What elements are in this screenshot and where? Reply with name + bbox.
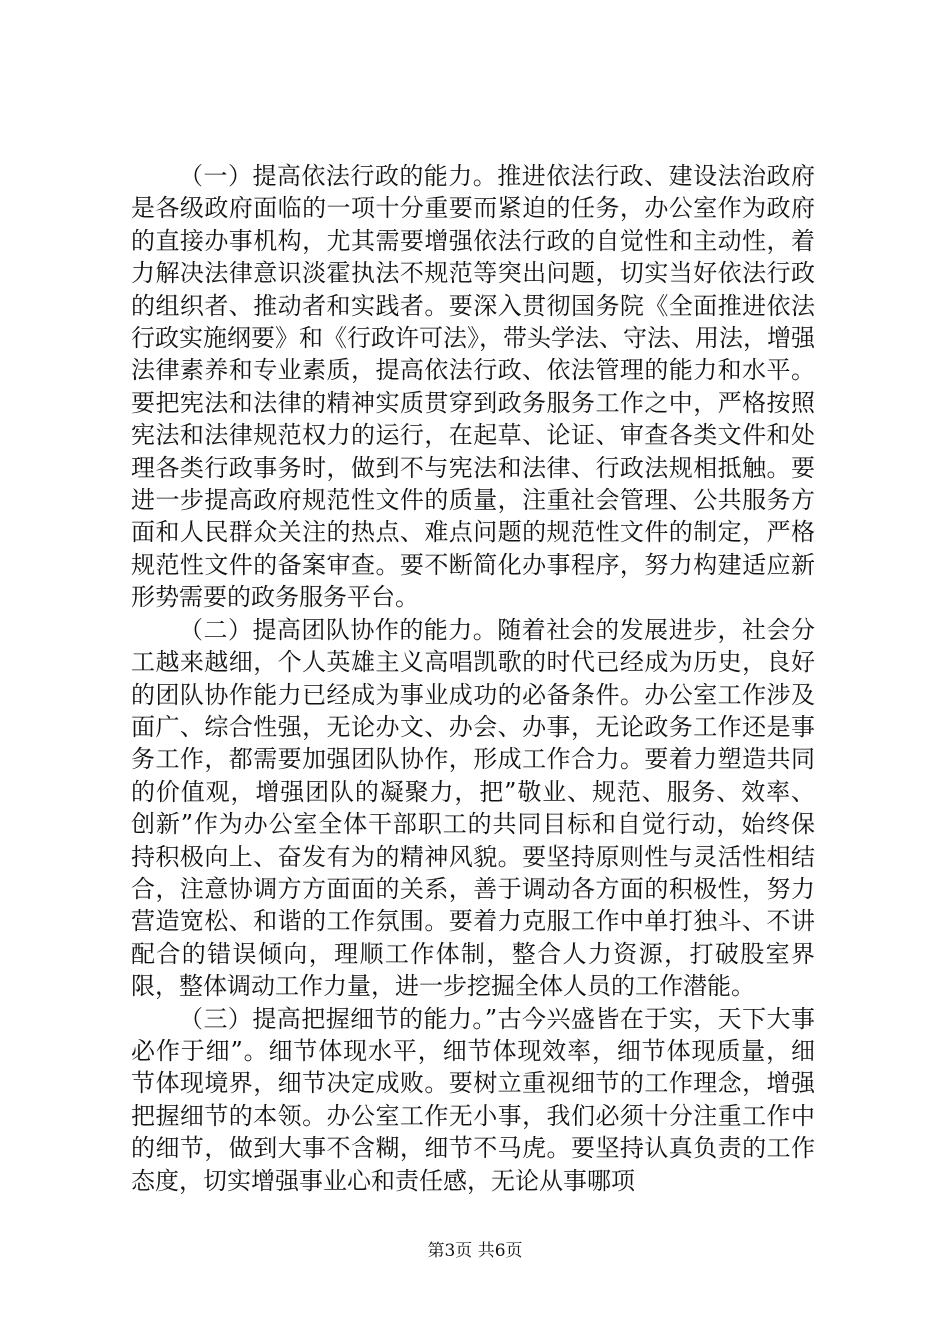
paragraph-team-collaboration: （二）提高团队协作的能力。随着社会的发展进步，社会分工越来越细，个人英雄主义高唱凯歌的时代已经成为历史，良好的团队协作能力已经成为事业成功的必备条件。办公室工作涉及面广、综合性强，无论办文、办会、办事，无论政务工作还是事务工作，都需要加强团队协作，形成工作合力。要着力塑造共同的价值观，增强团队的凝聚力，把”敬业、规范、服务、效率、创新”作为办公室全体干部职工的共同目标和自觉行动，始终保持积极向上、奋发有为的精神风貌。要坚持原则性与灵活性相结合，注意协调方方面面的关系，善于调动各方面的积极性，努力营造宽松、和谐的工作氛围。要着力克服工作中单打独斗、不讲配合的错误倾向，理顺工作体制，整合人力资源，打破股室界限，整体调动工作力量，进一步挖掘全体人员的工作潜能。 xyxy=(131,615,815,1001)
paragraph-attention-to-detail: （三）提高把握细节的能力。”古今兴盛皆在于实，天下大事必作于细”。细节体现水平，细节体现效率，细节体现质量，细节体现境界，细节决定成败。要树立重视细节的工作理念，增强把握细节的本领。办公室工作无小事，我们必须十分注重工作中的细节，做到大事不含糊，细节不马虎。要坚持认真负责的工作态度，切实增强事业心和责任感，无论从事哪项 xyxy=(131,1004,815,1195)
page-footer: 第3页 共6页 xyxy=(427,1241,523,1261)
paragraph-law-based-administration: （一）提高依法行政的能力。推进依法行政、建设法治政府是各级政府面临的一项十分重要而紧迫的任务，办公室作为政府的直接办事机构，尤其需要增强依法行政的自觉性和主动性，着力解决法律意识淡霍执法不规范等突出问题，切实当好依法行政的组织者、推动者和实践者。要深入贯彻国务院《全面推进依法行政实施纲要》和《行政许可法》，带头学法、守法、用法，增强法律素养和专业素质，提高依法行政、依法管理的能力和水平。要把宪法和法律的精神实质贯穿到政务服务工作之中，严格按照宪法和法律规范权力的运行，在起草、论证、审查各类文件和处理各类行政事务时，做到不与宪法和法律、行政法规相抵触。要进一步提高政府规范性文件的质量，注重社会管理、公共服务方面和人民群众关注的热点、难点问题的规范性文件的制定，严格规范性文件的备案审查。要不断简化办事程序，努力构建适应新形势需要的政务服务平台。 xyxy=(131,162,815,612)
document-body xyxy=(131,160,815,1197)
